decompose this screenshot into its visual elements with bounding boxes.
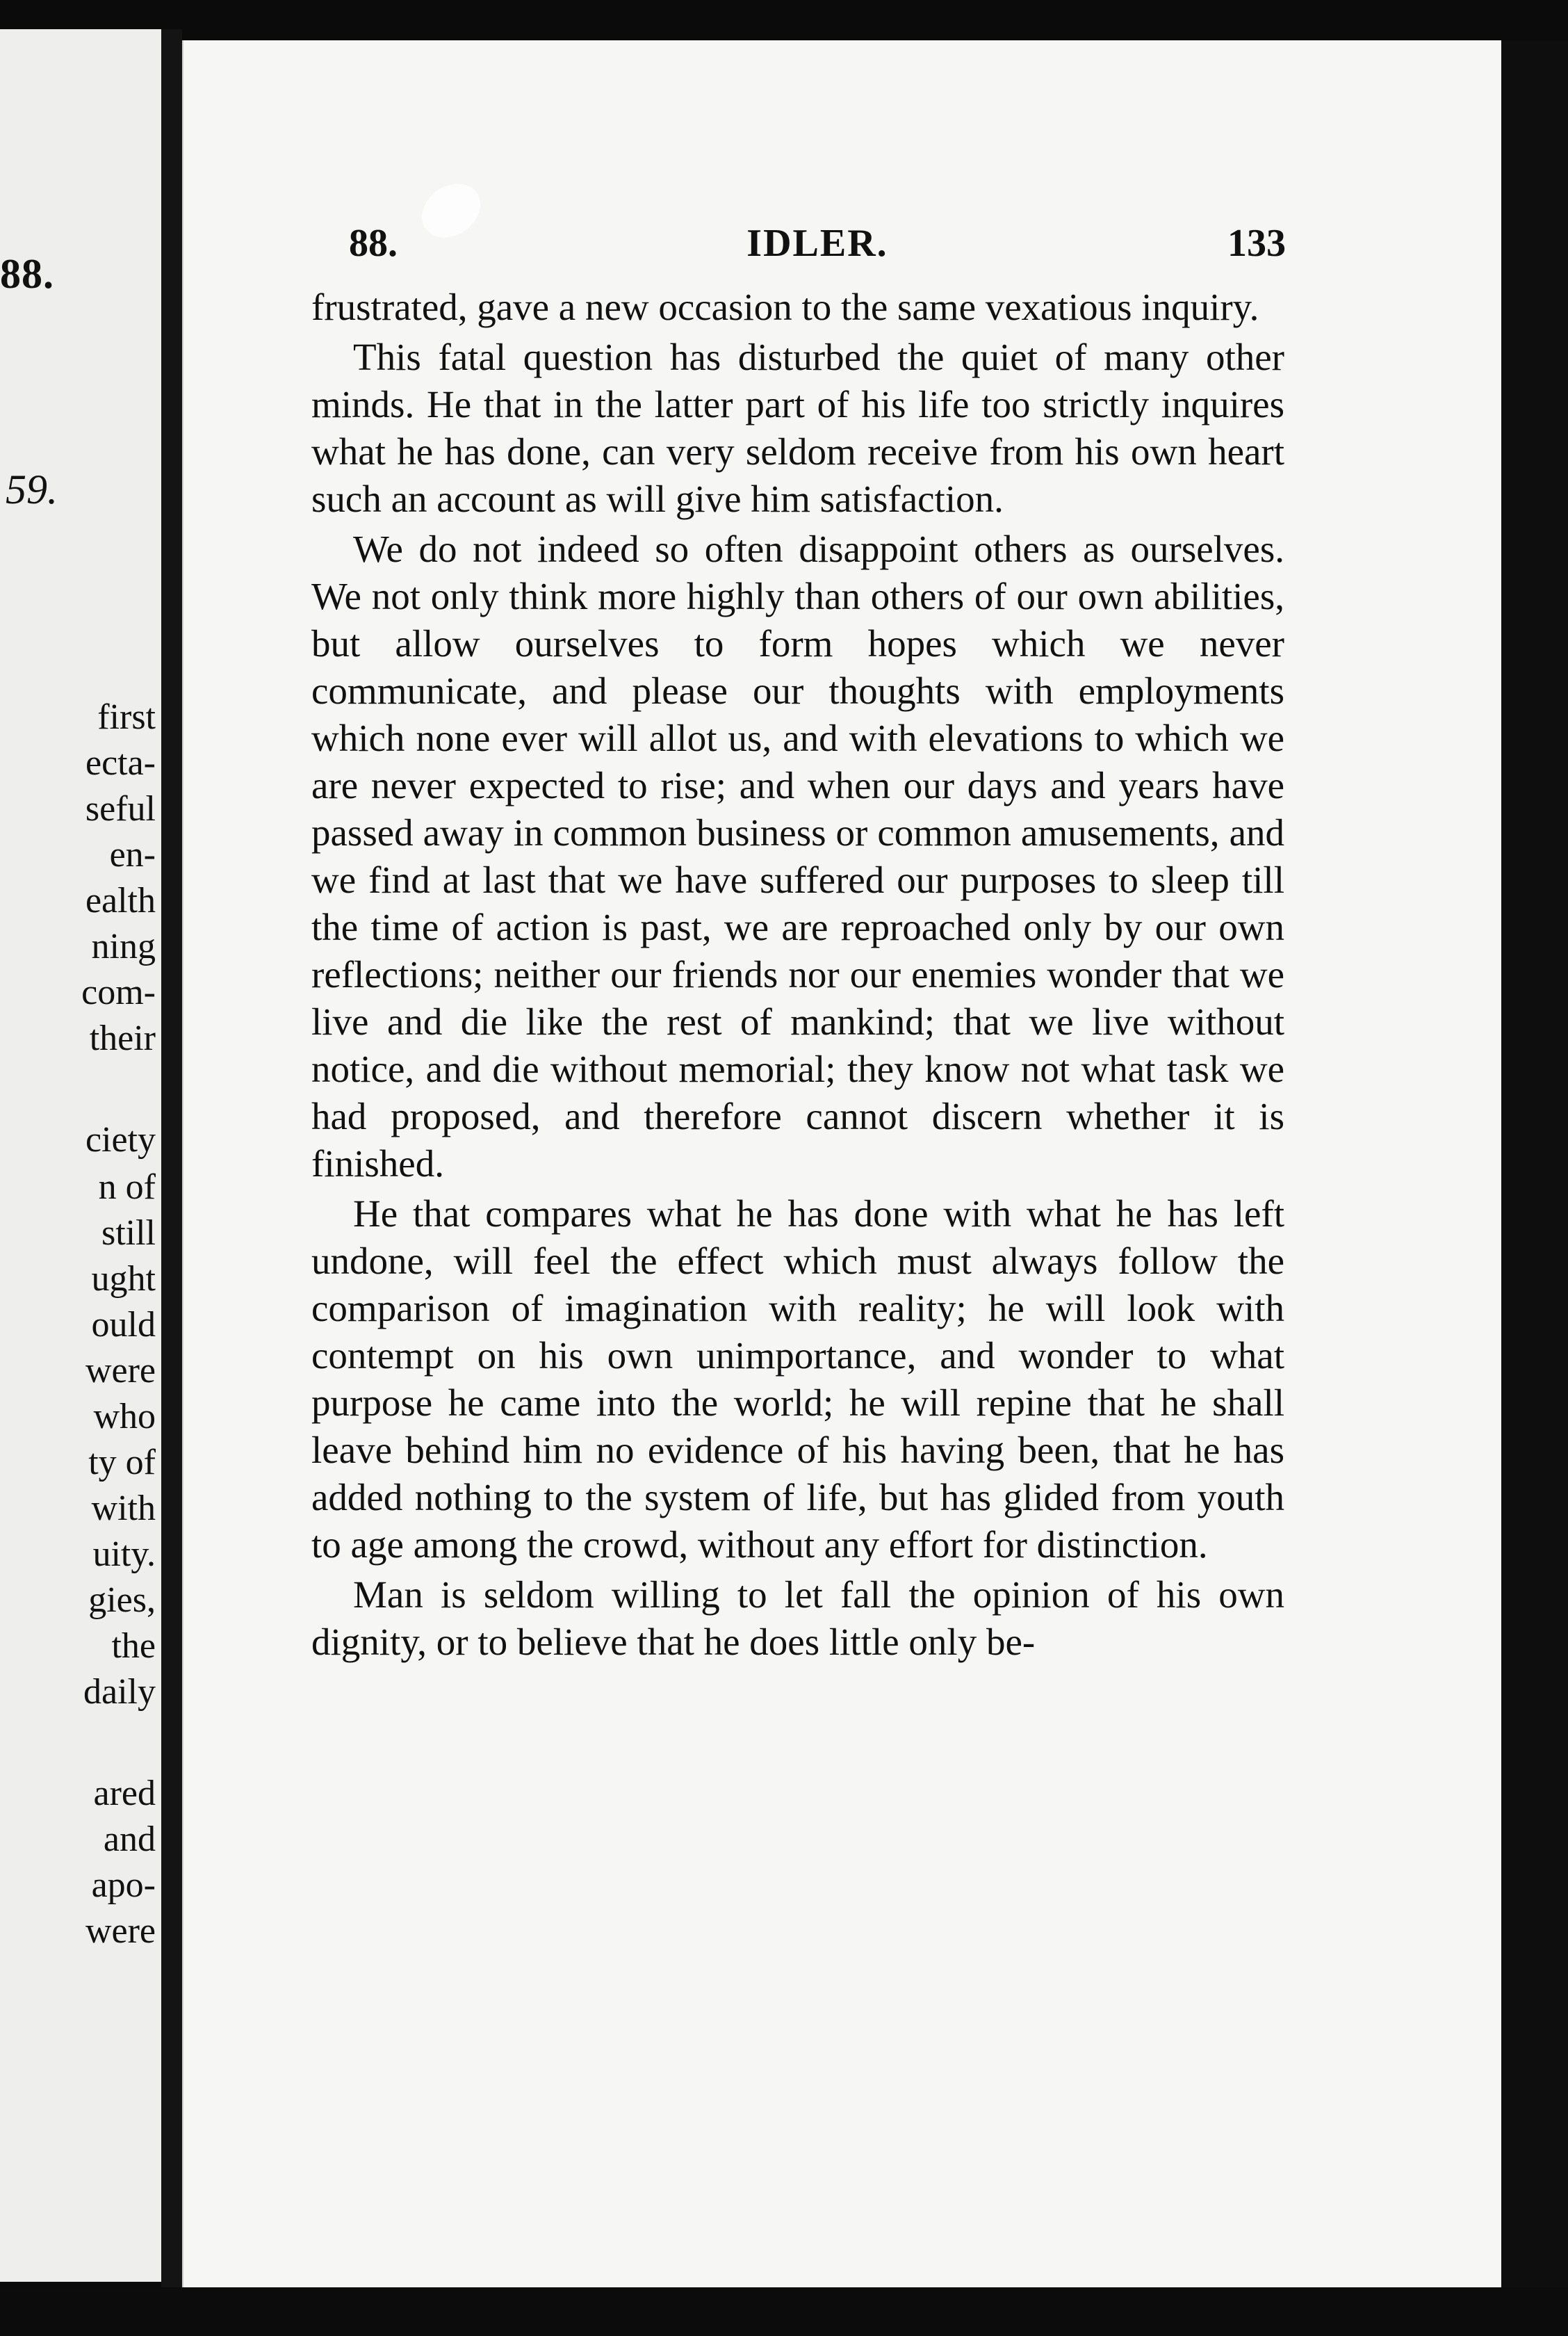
- previous-page-line: ty of: [88, 1443, 156, 1482]
- previous-page-line: still: [101, 1213, 156, 1253]
- paragraph: Man is seldom willing to let fall the opinion of his own dignity, or to believe that he does little only be-: [311, 1573, 1284, 1663]
- paragraph: We do not indeed so often disappoint others as ourselves. We not only think more highly than others of our own abilities, but allow ourselves to form hopes which we never communicate, and please our thoughts with employments which none ever will allot us, and with elevations to which we are never expected to rise; and when our days and years have passed away in common business or common amusements, and we find at last that we have suffered our purposes to sleep till the time of action is past, we are reproached only by our own reflections; neither our friends nor our enemies wonder that we live and die like the rest of mankind; that we live without notice, and die without memorial; they know not what task we had proposed, and therefore cannot discern whether it is finished.: [311, 528, 1284, 1185]
- previous-page-line: who: [93, 1397, 156, 1436]
- previous-page-line: seful: [85, 789, 156, 829]
- previous-page-line: daily: [83, 1672, 156, 1712]
- previous-page-line: ciety: [85, 1120, 156, 1160]
- previous-page-line: n of: [98, 1167, 156, 1207]
- previous-page-line: ealth: [85, 881, 156, 920]
- previous-page-line: were: [85, 1911, 156, 1951]
- previous-page-line: ared: [93, 1774, 156, 1813]
- paragraph: This fatal question has disturbed the quiet of many other minds. He that in the latter part of his life too strictly inquires what he has done, can very seldom receive from his own heart such an account as will give him satisfaction.: [311, 336, 1284, 520]
- previous-page-line: gies,: [88, 1580, 156, 1620]
- scan-border: [0, 2287, 1568, 2336]
- previous-page-line: the: [111, 1626, 156, 1666]
- header-section-number: 88.: [349, 222, 398, 265]
- page-number: 133: [1227, 222, 1286, 265]
- previous-page-line: with: [91, 1489, 156, 1528]
- paragraph: frustrated, gave a new occasion to the same vexatious inquiry.: [311, 286, 1259, 328]
- previous-page-line: ecta-: [85, 743, 156, 783]
- previous-page-header: 88.: [0, 251, 54, 297]
- book-gutter: [161, 29, 182, 2303]
- previous-page-fragment: [0, 29, 161, 2282]
- page-body: [311, 284, 1284, 1669]
- previous-page-line: ning: [91, 927, 156, 966]
- previous-page-line: com-: [81, 973, 156, 1012]
- previous-page-line: first: [97, 697, 156, 737]
- previous-page-line: ould: [91, 1305, 156, 1345]
- previous-page-line: en-: [109, 835, 156, 875]
- previous-page-line: and: [103, 1819, 156, 1859]
- previous-page-line: were: [85, 1351, 156, 1390]
- header-title: IDLER.: [746, 222, 888, 265]
- previous-page-number: 59.: [6, 467, 58, 512]
- paragraph: He that compares what he has done with what he has left undone, will feel the effect which must always follow the comparison of imagination with reality; he will look with contempt on his own unimportance, and wonder to what purpose he came into the world; he will repine that he shall leave behind him no evidence of his having been, that he has added nothing to the system of life, but has glided from youth to age among the crowd, without any effort for distinction.: [311, 1192, 1284, 1566]
- running-header: [349, 221, 1286, 270]
- previous-page-line: their: [89, 1019, 156, 1058]
- previous-page-line: uity.: [92, 1534, 156, 1574]
- previous-page-line: ught: [91, 1259, 156, 1299]
- book-edge: [1501, 40, 1568, 2336]
- previous-page-line: apo-: [91, 1865, 156, 1905]
